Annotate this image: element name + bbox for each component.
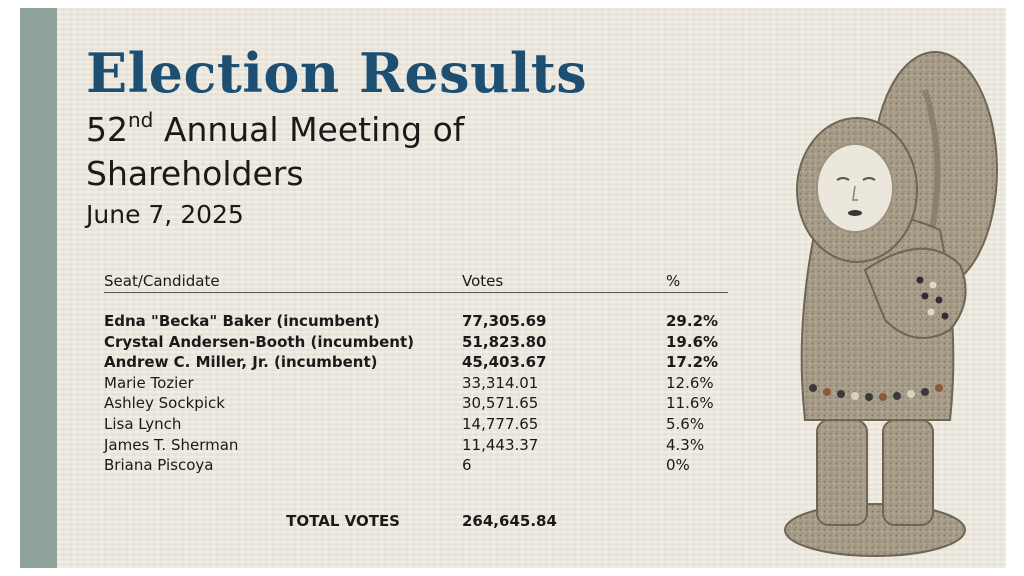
header-votes: Votes [462, 272, 504, 290]
candidate-percent: 29.2% [666, 312, 719, 330]
accent-bar [20, 8, 57, 568]
subtitle-text: Annual Meeting of Shareholders [86, 110, 465, 193]
candidate-name: Marie Tozier [104, 373, 194, 392]
left-leg [817, 420, 867, 525]
face-mouth [848, 210, 862, 216]
table-row [104, 352, 728, 373]
table-row [104, 311, 728, 332]
subtitle-ordinal-suffix: nd [128, 108, 154, 132]
candidate-percent: 5.6% [666, 414, 705, 433]
candidate-name: Crystal Andersen-Booth (incumbent) [104, 332, 414, 351]
page-subtitle [86, 108, 606, 196]
candidate-votes: 45,403.67 [462, 353, 547, 372]
candidate-name: Ashley Sockpick [104, 394, 225, 413]
candidate-votes: 77,305.69 [462, 312, 547, 330]
total-votes: 264,645.84 [462, 512, 557, 530]
candidate-votes: 14,777.65 [462, 414, 539, 433]
base-shape [785, 504, 965, 556]
table-row [104, 455, 728, 476]
candidate-name: Briana Piscoya [104, 456, 214, 475]
table-row [104, 332, 728, 353]
candidate-percent: 12.6% [666, 373, 714, 392]
table-header [104, 264, 728, 293]
candidate-percent: 19.6% [666, 332, 719, 351]
right-leg [883, 420, 933, 525]
candidate-percent: 0% [666, 456, 690, 475]
table-body [104, 311, 728, 476]
total-label: TOTAL VOTES [286, 512, 400, 530]
table-row [104, 414, 728, 435]
total-row [104, 512, 728, 530]
candidate-name: Lisa Lynch [104, 414, 182, 433]
slide [20, 8, 1006, 568]
candidate-name: James T. Sherman [104, 435, 239, 454]
candidate-name: Edna "Becka" Baker (incumbent) [104, 312, 380, 330]
total-label-cell [104, 512, 462, 530]
table-row [104, 393, 728, 414]
meeting-date: June 7, 2025 [86, 200, 244, 229]
table-row [104, 435, 728, 456]
candidate-votes: 11,443.37 [462, 435, 539, 454]
candidate-percent: 4.3% [666, 435, 705, 454]
candidate-votes: 33,314.01 [462, 373, 539, 392]
candidate-votes: 51,823.80 [462, 332, 547, 351]
table-row [104, 373, 728, 394]
candidate-name: Andrew C. Miller, Jr. (incumbent) [104, 353, 378, 372]
page-title: Election Results [86, 41, 588, 105]
header-percent: % [666, 272, 681, 290]
candidate-votes: 6 [462, 456, 472, 475]
carved-figure-image [775, 30, 1000, 560]
candidate-percent: 11.6% [666, 394, 714, 413]
header-candidate: Seat/Candidate [104, 272, 220, 290]
results-table [104, 264, 728, 476]
candidate-votes: 30,571.65 [462, 394, 539, 413]
candidate-percent: 17.2% [666, 353, 719, 372]
subtitle-number: 52 [86, 110, 128, 149]
